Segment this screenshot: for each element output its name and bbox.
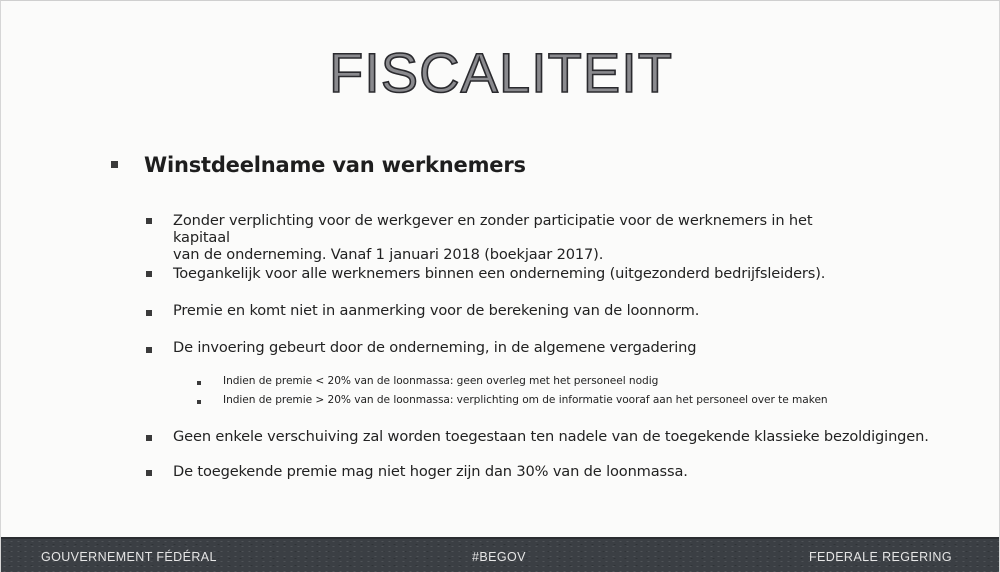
bullet-item: Premie en komt niet in aanmerking voor de berekening van de loonnorm. xyxy=(173,302,700,319)
slide-title: FISCALITEIT xyxy=(329,41,673,104)
sub-bullet-icon xyxy=(197,400,201,404)
bullet-icon xyxy=(146,347,152,353)
sub-bullet-icon xyxy=(197,381,201,385)
footer-bar xyxy=(1,537,1000,572)
bullet-icon xyxy=(146,271,152,277)
sub-bullet-item: Indien de premie > 20% van de loonmassa: verplichting om de informatie vooraf aan het personeel over te maken xyxy=(223,394,828,406)
bullet-text-line2: van de onderneming. Vanaf 1 januari 2018 (boekjaar 2017). xyxy=(173,246,604,263)
bullet-item: Geen enkele verschuiving zal worden toegestaan ten nadele van de toegekende klassieke bezoldigingen. xyxy=(173,428,929,445)
sub-bullet-item: Indien de premie < 20% van de loonmassa: geen overleg met het personeel nodig xyxy=(223,375,659,387)
bullet-text-line1: Zonder verplichting voor de werkgever en zonder participatie voor de werknemers in het kapitaal xyxy=(173,212,813,246)
bullet-item: De toegekende premie mag niet hoger zijn dan 30% van de loonmassa. xyxy=(173,463,688,480)
bullet-icon xyxy=(146,310,152,316)
heading-bullet-icon xyxy=(111,161,118,168)
section-heading: Winstdeelname van werknemers xyxy=(144,153,526,177)
bullet-icon xyxy=(146,435,152,441)
footer-center-label: #BEGOV xyxy=(472,550,526,564)
bullet-item xyxy=(173,212,873,263)
footer-left-label: GOUVERNEMENT FÉDÉRAL xyxy=(41,550,217,564)
bullet-item: Toegankelijk voor alle werknemers binnen een onderneming (uitgezonderd bedrijfsleiders). xyxy=(173,265,826,282)
bullet-icon xyxy=(146,470,152,476)
bullet-item: De invoering gebeurt door de onderneming, in de algemene vergadering xyxy=(173,339,697,356)
footer-right-label: FEDERALE REGERING xyxy=(809,550,952,564)
bullet-icon xyxy=(146,218,152,224)
